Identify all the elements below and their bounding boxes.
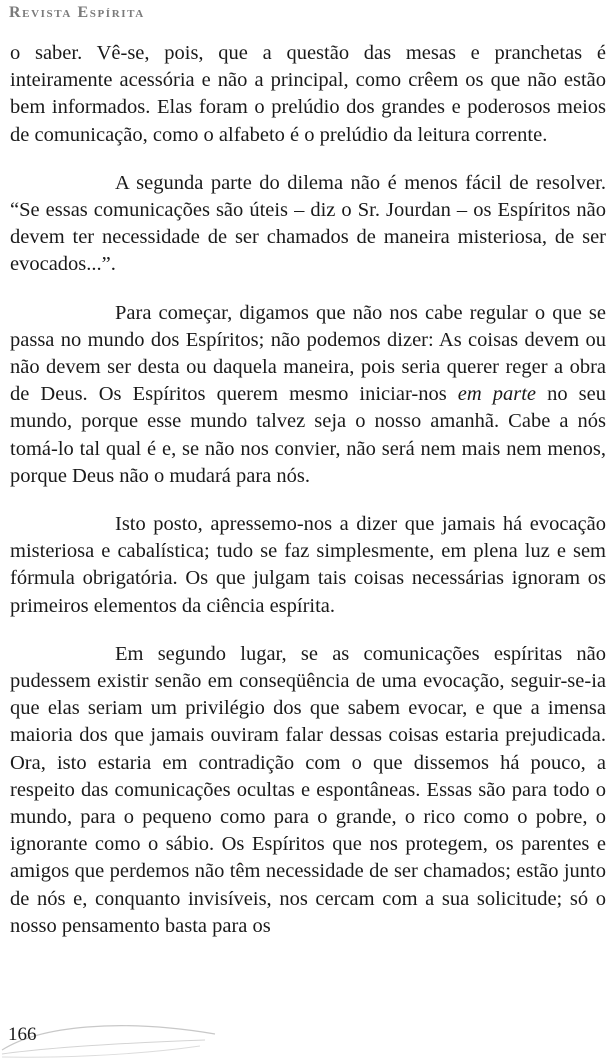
paragraph-3	[10, 300, 606, 490]
paragraph-text: Em segundo lugar, se as comunicações espíritas não pudessem existir senão em conseqüência de uma evocação, seguir-se-ia que elas seriam um privilégio dos que sabem evocar, e que a imensa maioria dos que jamais ouviram falar dessas coisas estaria prejudicada. Ora, isto estaria em contradição com o que dissemos há pouco, a respeito das comunicações ocultas e espontâneas. Essas são para todo o mundo, para o pequeno como para o grande, o rico como o pobre, o ignorante como o sábio. Os Espíritos que nos protegem, os parentes e amigos que perdemos não têm necessidade de ser chamados; estão junto de nós e, conquanto invisíveis, nos cercam com a sua solicitude; só o nosso pensamento basta para os	[10, 642, 606, 937]
body-text	[10, 40, 606, 961]
paragraph-text: Isto posto, apressemo-nos a dizer que jamais há evocação misteriosa e cabalística; tudo se faz simplesmente, em plena luz e sem fórmula obrigatória. Os que julgam tais coisas necessárias ignoram os primeiros elementos da ciência espírita.	[10, 513, 606, 617]
paragraph-2	[10, 170, 606, 279]
italic-emphasis: em parte	[457, 383, 537, 406]
paragraph-1	[10, 40, 606, 149]
running-header: Revista Espírita	[9, 4, 145, 21]
paragraph-4	[10, 511, 606, 620]
paragraph-text: no seu mundo, porque esse mundo talvez seja o nosso amanhã. Cabe a nós tomá-lo tal qual é e, se não nos convier, não será nem mais nem menos, porque Deus não o mudará para nós.	[10, 383, 606, 487]
paragraph-text: o saber. Vê-se, pois, que a questão das mesas e pranchetas é inteiramente acessória e não a principal, como crêem os que não estão bem informados. Elas foram o prelúdio dos grandes e poderosos meios de comunicação, como o alfabeto é o prelúdio da leitura corrente.	[10, 42, 606, 146]
page-footer	[0, 1016, 611, 1059]
page-number: 166	[8, 1024, 37, 1045]
paragraph-5	[10, 641, 606, 940]
paragraph-text: A segunda parte do dilema não é menos fácil de resolver. “Se essas comunicações são úteis – diz o Sr. Jourdan – os Espíritos não devem ter necessidade de ser chamados de maneira misteriosa, de ser evocados...”.	[10, 171, 606, 276]
paragraph-text: Para começar, digamos que não nos cabe regular o que se passa no mundo dos Espíritos; não podemos dizer: As coisas devem ou não devem ser desta ou daquela maneira, pois seria querer reger a obra de Deus. Os Espíritos querem mesmo iniciar-nos	[10, 301, 606, 406]
